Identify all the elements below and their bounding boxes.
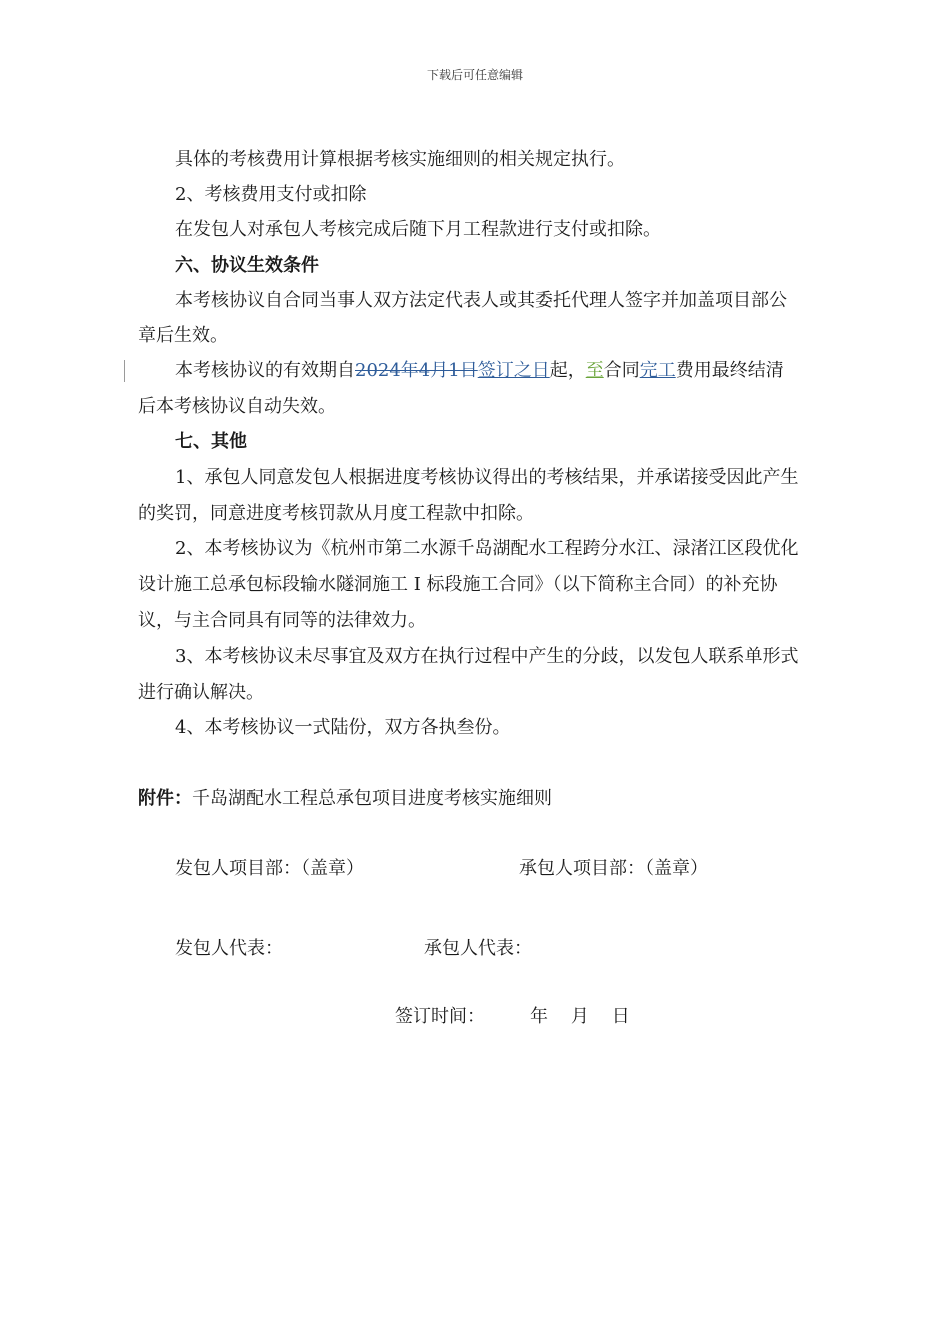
section-heading-6: 六、协议生效条件: [175, 255, 319, 276]
paragraph-line: 2、考核费用支付或扣除: [175, 184, 367, 205]
paragraph-line: 3、本考核协议未尽事宜及双方在执行过程中产生的分歧，以发包人联系单形式: [175, 646, 799, 667]
paragraph-line: 2、本考核协议为《杭州市第二水源千岛湖配水工程跨分水江、渌渚江区段优化: [175, 538, 799, 559]
sign-date-fields: 年 月 日: [530, 1006, 630, 1027]
paragraph-line: 进行确认解决。: [138, 682, 264, 703]
paragraph-line: 后本考核协议自动失效。: [138, 396, 336, 417]
paragraph-line: 1、承包人同意发包人根据进度考核协议得出的考核结果，并承诺接受因此产生: [175, 467, 799, 488]
section-heading-7: 七、其他: [175, 431, 247, 452]
inserted-text: 至: [585, 360, 604, 381]
sign-time-label: 签订时间：: [395, 1006, 485, 1027]
paragraph-line: 4、本考核协议一式陆份，双方各执叁份。: [175, 717, 511, 738]
employer-dept-seal: 发包人项目部：（盖章）: [175, 858, 364, 879]
employer-representative: 发包人代表：: [175, 938, 283, 959]
paragraph-line: 设计施工总承包标段输水隧洞施工 I 标段施工合同》（以下简称主合同）的补充协: [138, 574, 778, 595]
contractor-dept-seal: 承包人项目部：（盖章）: [519, 858, 708, 879]
text-segment: 费用最终结清: [675, 360, 784, 381]
inserted-text: 签订之日: [477, 360, 550, 381]
attachment-line: [138, 787, 838, 811]
text-segment: 合同: [603, 360, 640, 381]
page-header: 下载后可任意编辑: [426, 68, 523, 82]
paragraph-line: 具体的考核费用计算根据考核实施细则的相关规定执行。: [175, 149, 625, 170]
paragraph-line: 在发包人对承包人考核完成后随下月工程款进行支付或扣除。: [175, 219, 661, 240]
paragraph-line: 章后生效。: [138, 325, 228, 346]
validity-line: [175, 359, 875, 383]
attachment-label: 附件：: [138, 788, 192, 809]
deleted-text: 2024年4月1日: [355, 360, 478, 381]
contractor-representative: 承包人代表：: [424, 938, 532, 959]
text-segment: 本考核协议的有效期自: [175, 360, 355, 381]
track-change-bar: [124, 360, 125, 382]
text-segment: 起，: [549, 360, 586, 381]
paragraph-line: 本考核协议自合同当事人双方法定代表人或其委托代理人签字并加盖项目部公: [175, 290, 787, 311]
inserted-text: 完工: [639, 360, 676, 381]
paragraph-line: 的奖罚，同意进度考核罚款从月度工程款中扣除。: [138, 503, 534, 524]
attachment-text: 千岛湖配水工程总承包项目进度考核实施细则: [192, 788, 552, 809]
paragraph-line: 议，与主合同具有同等的法律效力。: [138, 610, 426, 631]
